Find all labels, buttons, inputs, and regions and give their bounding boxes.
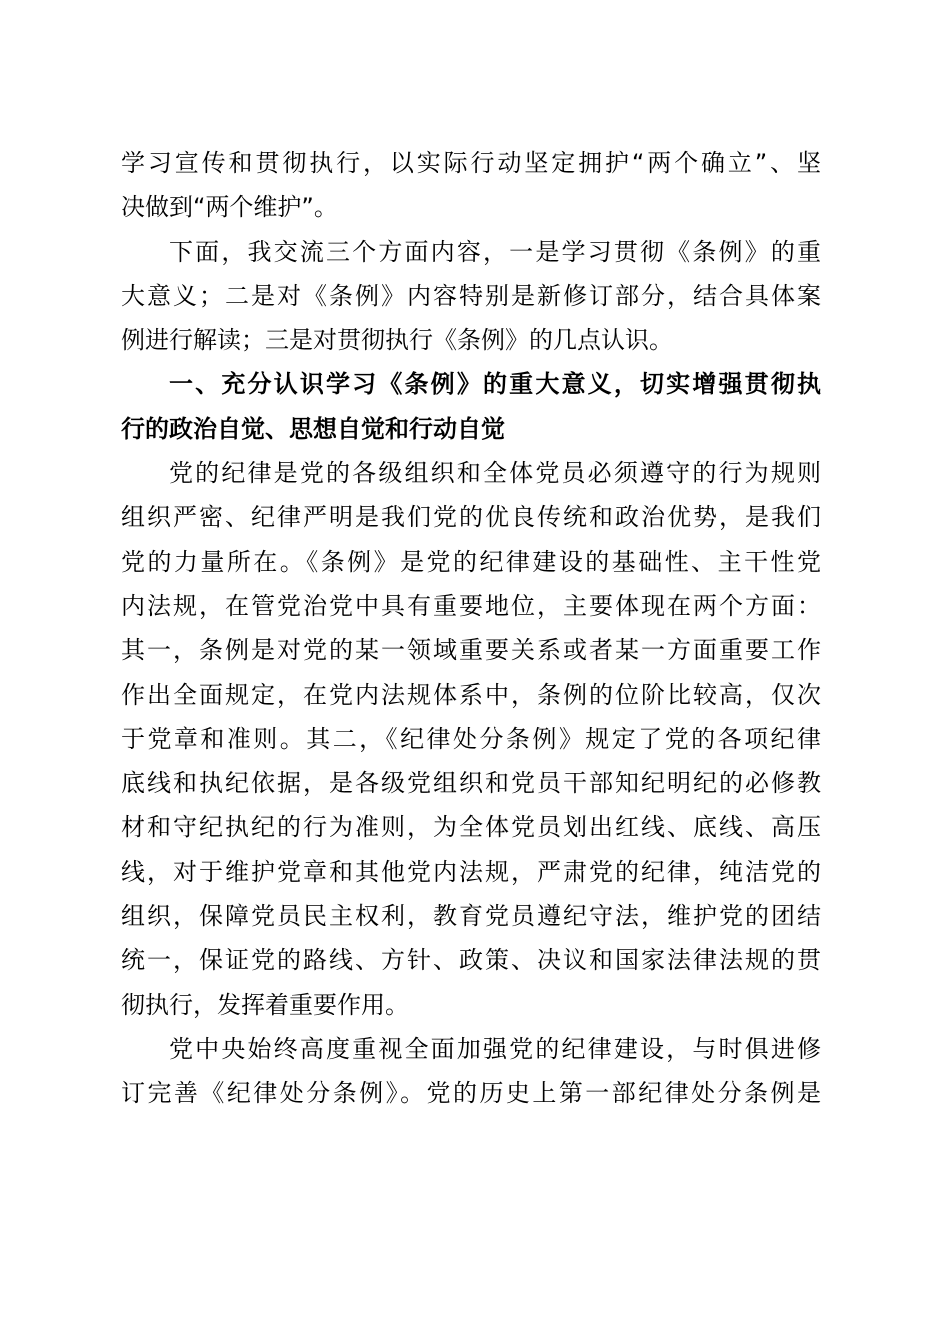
paragraph	[121, 230, 821, 363]
text-line: 党中央始终高度重视全面加强党的纪律建设，与时俱进修	[169, 1034, 821, 1063]
text-line: 行的政治自觉、思想自觉和行动自觉	[121, 414, 505, 443]
text-line: 彻执行，发挥着重要作用。	[121, 990, 409, 1019]
document-page	[121, 141, 821, 1116]
paragraph	[121, 141, 821, 230]
text-line: 底线和执纪依据，是各级党组织和党员干部知纪明纪的必修教	[121, 769, 821, 798]
paragraph	[121, 451, 821, 1027]
text-line: 订完善《纪律处分条例》。党的历史上第一部纪律处分条例是	[121, 1079, 821, 1108]
text-line: 学习宣传和贯彻执行，以实际行动坚定拥护“两个确立”、坚	[121, 149, 821, 177]
text-line: 大意义；二是对《条例》内容特别是新修订部分，结合具体案	[121, 281, 821, 310]
text-line: 其一，条例是对党的某一领域重要关系或者某一方面重要工作	[121, 636, 821, 665]
text-line: 决做到“两个维护”。	[121, 193, 338, 222]
text-line: 下面，我交流三个方面内容，一是学习贯彻《条例》的重	[169, 237, 821, 266]
text-line: 作出全面规定，在党内法规体系中，条例的位阶比较高，仅次	[121, 680, 821, 709]
text-line: 于党章和准则。其二，《纪律处分条例》规定了党的各项纪律	[121, 724, 821, 753]
text-line: 材和守纪执纪的行为准则，为全体党员划出红线、底线、高压	[121, 813, 821, 842]
text-line: 内法规，在管党治党中具有重要地位，主要体现在两个方面：	[121, 591, 821, 620]
paragraph	[121, 1027, 821, 1116]
text-line: 线，对于维护党章和其他党内法规，严肃党的纪律，纯洁党的	[121, 857, 821, 886]
text-line: 组织严密、纪律严明是我们党的优良传统和政治优势，是我们	[121, 503, 821, 532]
text-line: 例进行解读；三是对贯彻执行《条例》的几点认识。	[121, 326, 673, 355]
text-line: 党的力量所在。《条例》是党的纪律建设的基础性、主干性党	[121, 547, 821, 576]
text-line: 统一，保证党的路线、方针、政策、决议和国家法律法规的贯	[121, 946, 821, 975]
text-line: 党的纪律是党的各级组织和全体党员必须遵守的行为规则	[169, 459, 821, 488]
text-line: 组织，保障党员民主权利，教育党员遵纪守法，维护党的团结	[121, 902, 821, 931]
text-line: 一、充分认识学习《条例》的重大意义，切实增强贯彻执	[169, 370, 821, 399]
section-heading	[121, 362, 821, 451]
